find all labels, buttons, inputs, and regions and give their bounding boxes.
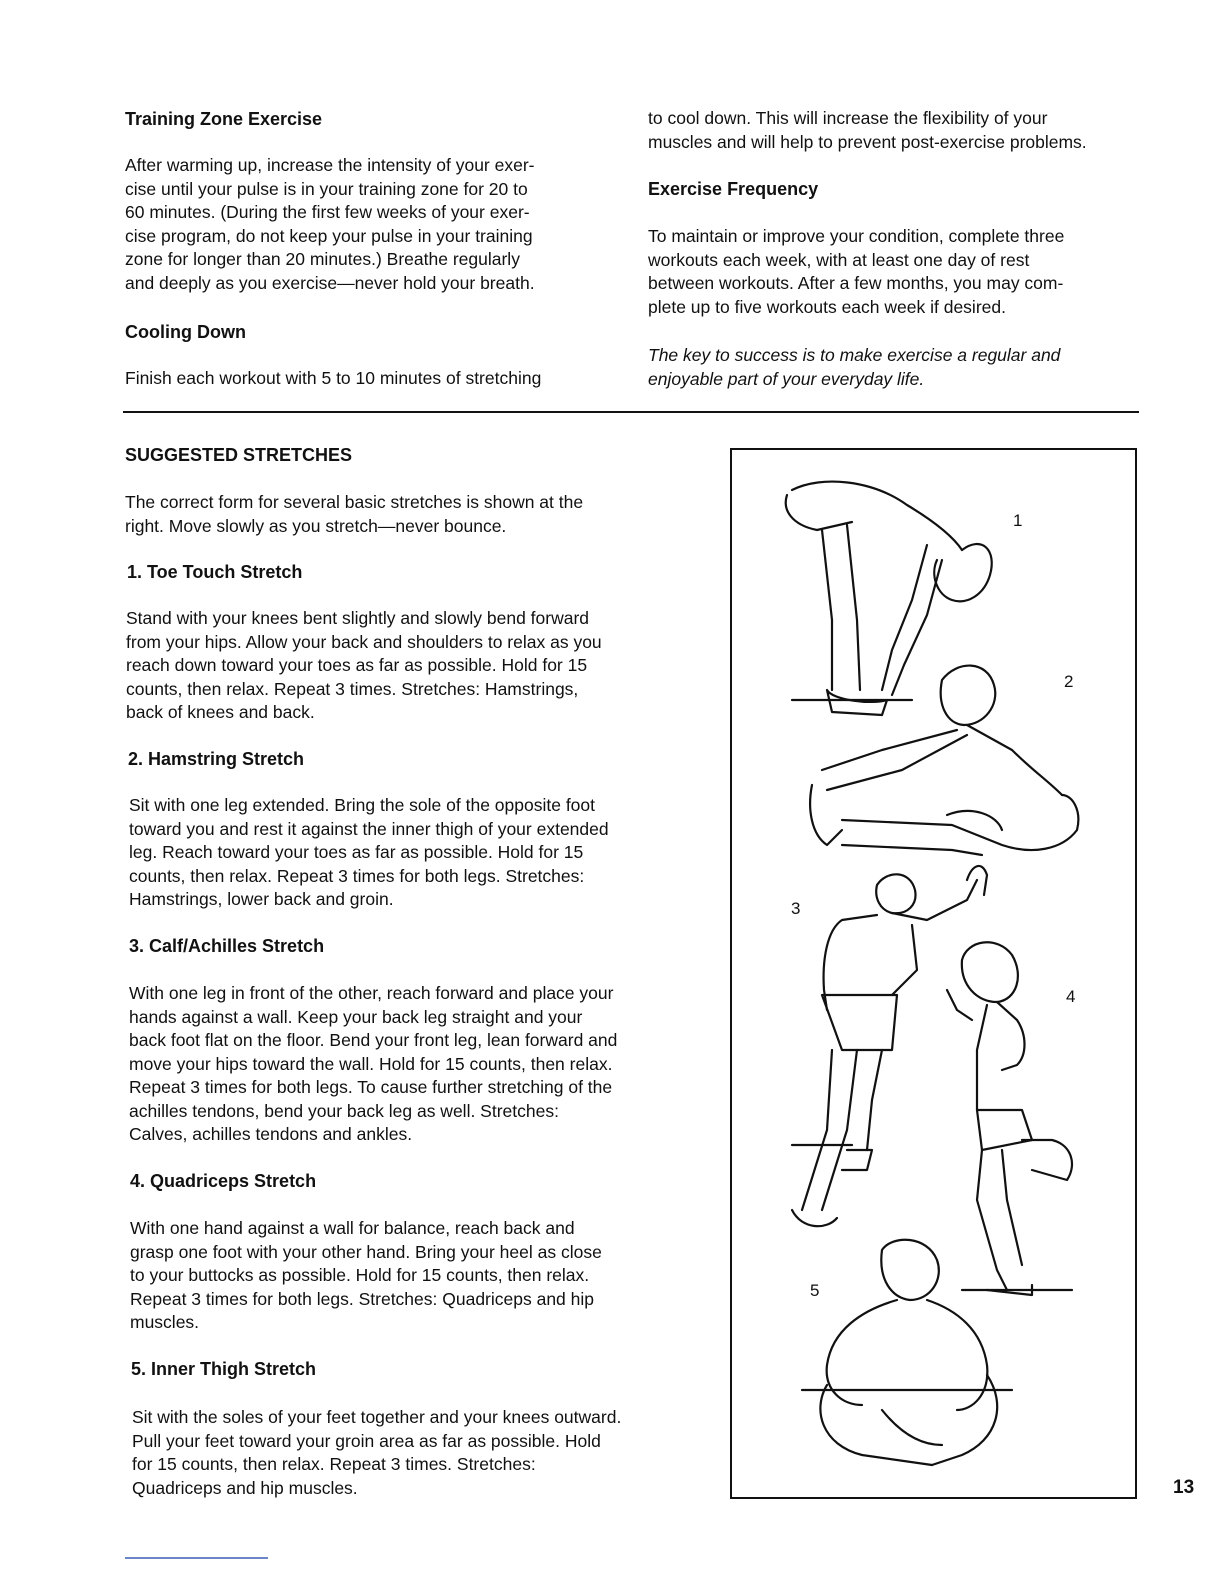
inner-thigh-figure bbox=[802, 1240, 1012, 1465]
text-line: The correct form for several basic stretches is shown at the bbox=[125, 492, 584, 512]
page-number: 13 bbox=[1173, 1477, 1195, 1498]
text-line: hands against a wall. Keep your back leg straight and your bbox=[129, 1006, 583, 1027]
text-line: to your buttocks as possible. Hold for 15 counts, then relax. bbox=[130, 1265, 590, 1285]
figure-label-2: 2 bbox=[1064, 672, 1074, 691]
text-line: right. Move slowly as you stretch—never bounce. bbox=[125, 515, 507, 536]
quadriceps-figure bbox=[947, 942, 1072, 1295]
stretch-text-inner-thigh bbox=[132, 1406, 722, 1500]
cooling-down-heading: Cooling Down bbox=[125, 322, 246, 342]
key-to-success-text bbox=[648, 344, 1148, 391]
text-line: counts, then relax. Repeat 3 times. Stretches: Hamstrings, bbox=[126, 678, 579, 699]
text-line: plete up to five workouts each week if desired. bbox=[648, 296, 1006, 317]
text-line: achilles tendons, bend your back leg as well. Stretches: bbox=[129, 1100, 559, 1121]
stretches-title: SUGGESTED STRETCHES bbox=[125, 445, 353, 465]
text-line: cise program, do not keep your pulse in your training bbox=[125, 225, 533, 246]
figure-label-5: 5 bbox=[810, 1281, 820, 1300]
text-line: To maintain or improve your condition, complete three bbox=[648, 226, 1065, 246]
text-line: Sit with the soles of your feet together and your knees outward. bbox=[132, 1407, 622, 1427]
text-line: Stand with your knees bent slightly and slowly bend forward bbox=[126, 608, 590, 628]
text-line: back of knees and back. bbox=[126, 702, 315, 722]
text-line: With one leg in front of the other, reach forward and place your bbox=[129, 983, 614, 1003]
text-line: leg. Reach toward your toes as far as possible. Hold for 15 bbox=[129, 842, 584, 862]
text-line: to cool down. This will increase the flexibility of your bbox=[648, 108, 1048, 128]
text-line: Quadriceps and hip muscles. bbox=[132, 1477, 358, 1498]
cooling-continued-text bbox=[648, 107, 1148, 154]
figure-label-4: 4 bbox=[1066, 987, 1076, 1006]
stretches-illustration bbox=[730, 448, 1137, 1499]
text-line: After warming up, increase the intensity of your exer- bbox=[125, 155, 535, 175]
section-divider bbox=[123, 411, 1139, 413]
stretch-text-calf-achilles bbox=[129, 982, 719, 1147]
text-line: workouts each week, with at least one day of rest bbox=[648, 249, 1030, 270]
text-line: cise until your pulse is in your training zone for 20 to bbox=[125, 178, 528, 199]
text-line: Repeat 3 times for both legs. Stretches: Quadriceps and hip bbox=[130, 1288, 595, 1309]
text-line: Repeat 3 times for both legs. To cause further stretching of the bbox=[129, 1077, 613, 1097]
stretches-intro bbox=[125, 491, 705, 538]
text-line: Hamstrings, lower back and groin. bbox=[129, 889, 394, 909]
text-line: muscles. bbox=[130, 1312, 200, 1332]
stretch-heading-calf-achilles: 3. Calf/Achilles Stretch bbox=[129, 936, 325, 956]
text-line: toward you and rest it against the inner thigh of your extended bbox=[129, 818, 609, 839]
text-line: 60 minutes. (During the first few weeks of your exer- bbox=[125, 202, 530, 222]
text-line: With one hand against a wall for balance, reach back and bbox=[130, 1218, 575, 1238]
stretch-text-quadriceps bbox=[130, 1217, 715, 1335]
text-line: Sit with one leg extended. Bring the sole of the opposite foot bbox=[129, 795, 596, 815]
text-line: reach down toward your toes as far as possible. Hold for 15 bbox=[126, 655, 588, 675]
exercise-frequency-text bbox=[648, 225, 1148, 319]
stretch-heading-hamstring: 2. Hamstring Stretch bbox=[128, 749, 305, 769]
text-line: grasp one foot with your other hand. Bring your heel as close bbox=[130, 1241, 602, 1262]
text-line: counts, then relax. Repeat 3 times for both legs. Stretches: bbox=[129, 865, 585, 886]
stretch-heading-toe-touch: 1. Toe Touch Stretch bbox=[127, 562, 303, 582]
training-zone-text bbox=[125, 154, 620, 295]
text-line: zone for longer than 20 minutes.) Breathe regularly bbox=[125, 249, 520, 269]
calf-achilles-figure bbox=[792, 866, 987, 1226]
text-line: from your hips. Allow your back and shoulders to relax as you bbox=[126, 631, 602, 652]
figure-label-3: 3 bbox=[791, 899, 801, 918]
text-line: Pull your feet toward your groin area as far as possible. Hold bbox=[132, 1430, 601, 1451]
text-line: and deeply as you exercise—never hold your breath. bbox=[125, 272, 535, 293]
stretch-heading-quadriceps: 4. Quadriceps Stretch bbox=[130, 1171, 317, 1191]
text-line: The key to success is to make exercise a regular and bbox=[648, 345, 1061, 365]
stretch-text-hamstring bbox=[129, 794, 714, 912]
text-line: back foot flat on the floor. Bend your front leg, lean forward and bbox=[129, 1030, 618, 1050]
stretch-heading-inner-thigh: 5. Inner Thigh Stretch bbox=[131, 1359, 317, 1379]
toe-touch-figure bbox=[786, 482, 992, 715]
text-line: Calves, achilles tendons and ankles. bbox=[129, 1124, 413, 1144]
cooling-down-text bbox=[125, 367, 620, 391]
text-line: enjoyable part of your everyday life. bbox=[648, 368, 925, 389]
text-line: Finish each workout with 5 to 10 minutes of stretching bbox=[125, 368, 542, 388]
stretch-text-toe-touch bbox=[126, 607, 711, 725]
figure-label-1: 1 bbox=[1013, 511, 1023, 530]
text-line: move your hips toward the wall. Hold for 15 counts, then relax. bbox=[129, 1053, 613, 1074]
bottom-edge-mark bbox=[125, 1557, 268, 1559]
hamstring-figure bbox=[810, 666, 1078, 855]
text-line: between workouts. After a few months, you may com- bbox=[648, 273, 1064, 293]
stretch-figures-drawing bbox=[732, 450, 1135, 1497]
text-line: for 15 counts, then relax. Repeat 3 times. Stretches: bbox=[132, 1454, 536, 1474]
text-line: muscles and will help to prevent post-exercise problems. bbox=[648, 131, 1087, 152]
exercise-frequency-heading: Exercise Frequency bbox=[648, 179, 819, 199]
training-zone-heading: Training Zone Exercise bbox=[125, 109, 323, 129]
